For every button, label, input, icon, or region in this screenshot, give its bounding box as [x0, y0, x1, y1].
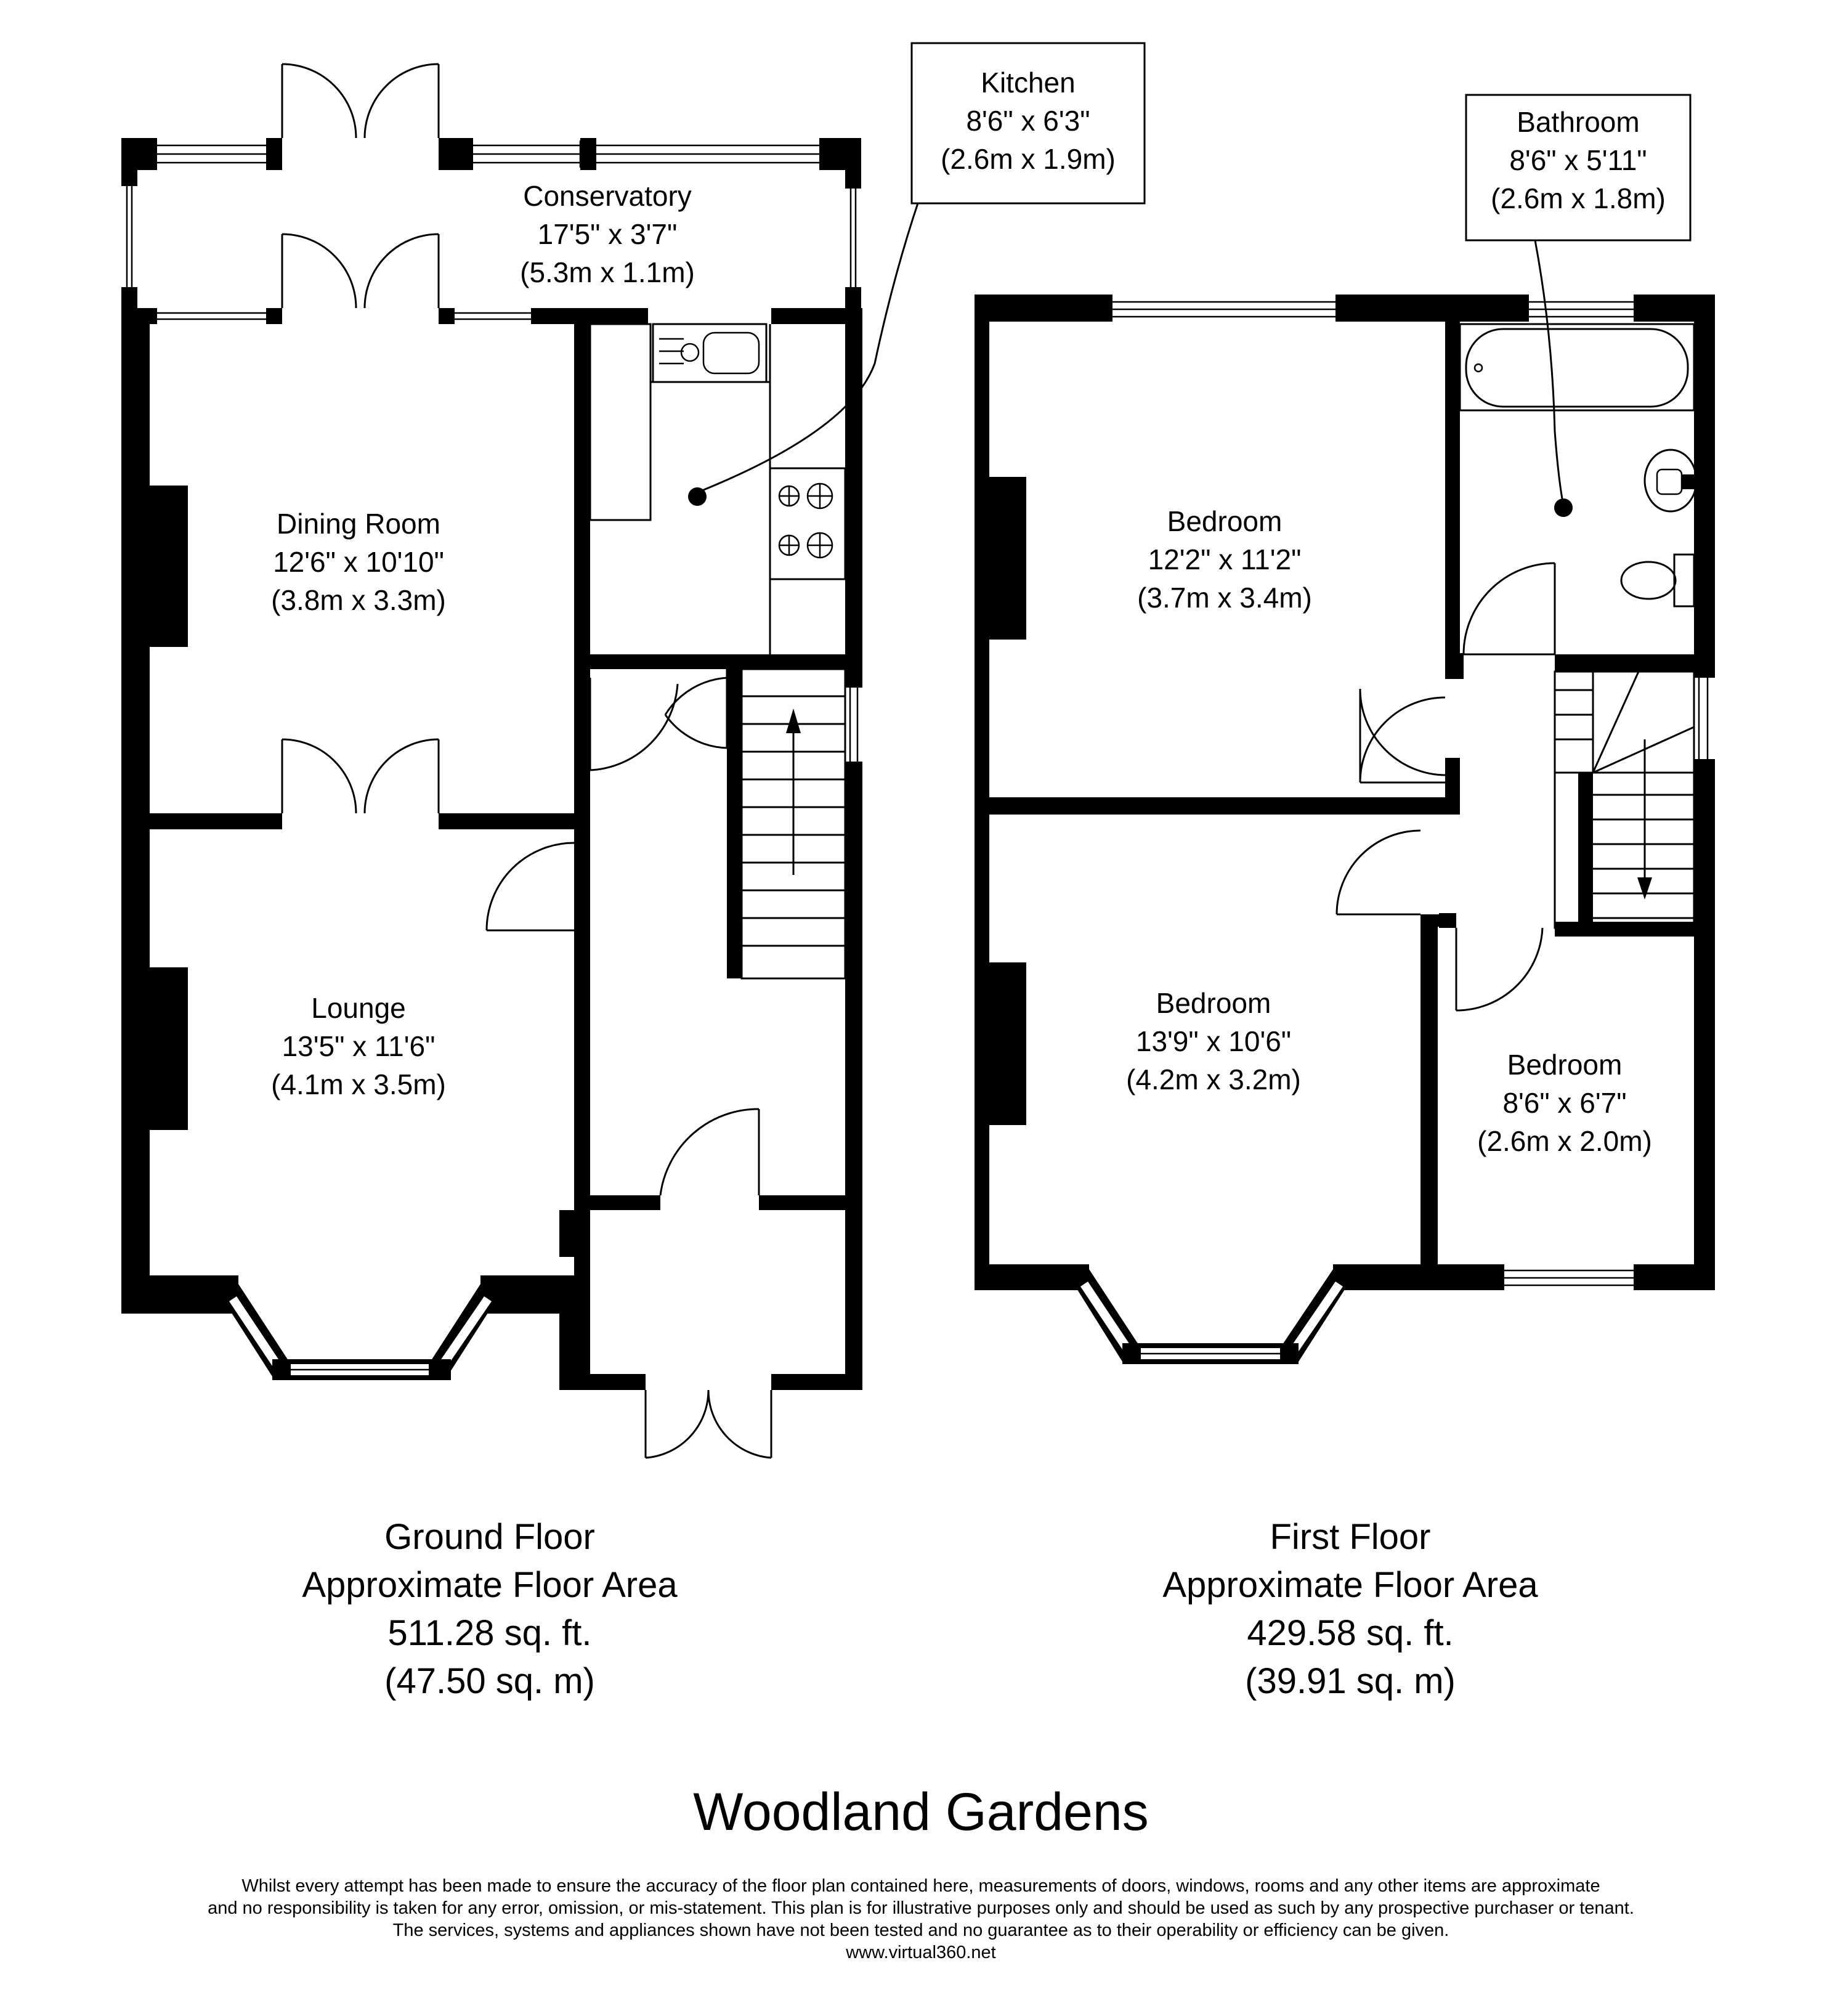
front-bedroom-rear-window	[1112, 302, 1335, 317]
understairs-door	[665, 669, 727, 748]
property-title: Woodland Gardens	[693, 1782, 1149, 1842]
conservatory-left-window	[127, 186, 132, 287]
kitchen-label	[941, 67, 1116, 175]
bedroom-rear-metric: (3.7m x 3.4m)	[1137, 582, 1312, 614]
bedroom-rear-label	[1137, 505, 1312, 614]
kitchen-leader-line	[696, 203, 918, 493]
small-bedroom-window	[1504, 1270, 1634, 1285]
bathroom-imperial: 8'6" x 5'11"	[1509, 144, 1647, 176]
bathroom-basin	[1645, 450, 1696, 511]
lounge-label	[271, 992, 446, 1100]
disclaimer-line-3: The services, systems and appliances shown have not been tested and no guarantee as to their operability or efficiency can be given.	[392, 1920, 1449, 1940]
bathroom-name: Bathroom	[1517, 106, 1640, 138]
ground-floor-area-label: Approximate Floor Area	[302, 1565, 678, 1605]
dining-door	[590, 678, 678, 770]
ground-floor-area-sqm: (47.50 sq. m)	[384, 1661, 595, 1701]
bedroom-small-label	[1477, 1049, 1652, 1157]
kitchen-hob	[770, 468, 845, 579]
ground-floor-area-sqft: 511.28 sq. ft.	[387, 1613, 592, 1653]
bedroom-rear-imperial: 12'2" x 11'2"	[1148, 543, 1302, 575]
website-link[interactable]: www.virtual360.net	[846, 1943, 996, 1962]
dining-room-imperial: 12'6" x 10'10"	[273, 546, 444, 578]
ground-floor-stairs	[727, 669, 845, 978]
bedroom-small-imperial: 8'6" x 6'7"	[1502, 1087, 1627, 1119]
kitchen-metric: (2.6m x 1.9m)	[941, 143, 1116, 175]
bedroom-front-door	[1337, 831, 1420, 914]
conservatory-rear-window-right	[455, 313, 531, 319]
bathroom-label	[1491, 106, 1666, 214]
lounge-french-doors	[282, 739, 439, 813]
conservatory-french-doors	[282, 64, 439, 138]
hall-side-window	[850, 688, 857, 762]
front-door	[646, 1390, 771, 1458]
kitchen-imperial: 8'6" x 6'3"	[966, 105, 1090, 137]
conservatory-right-window	[851, 189, 856, 287]
first-floor-plan	[975, 95, 1715, 1364]
conservatory-rear-window-left	[157, 313, 266, 319]
landing-side-window	[1699, 678, 1708, 759]
lounge-door	[487, 843, 574, 930]
first-floor-name: First Floor	[1270, 1517, 1431, 1557]
conservatory-name: Conservatory	[523, 180, 692, 212]
first-floor-caption	[1162, 1517, 1538, 1701]
bathroom-metric: (2.6m x 1.8m)	[1491, 182, 1666, 214]
first-floor-area-sqm: (39.91 sq. m)	[1245, 1661, 1456, 1701]
conservatory-top-window-right	[473, 140, 819, 168]
bedroom-small-name: Bedroom	[1507, 1049, 1623, 1081]
ground-floor-caption	[302, 1517, 678, 1701]
dining-room-metric: (3.8m x 3.3m)	[271, 584, 446, 616]
bedroom-front-metric: (4.2m x 3.2m)	[1126, 1063, 1301, 1095]
disclaimer-line-2: and no responsibility is taken for any error, omission, or mis-statement. This plan is for illustrative purposes only and should be used as such by any prospective purchaser or tenant.	[208, 1898, 1634, 1918]
lounge-metric: (4.1m x 3.5m)	[271, 1068, 446, 1100]
dining-room-name: Dining Room	[277, 508, 440, 540]
bedroom-front-imperial: 13'9" x 10'6"	[1135, 1025, 1292, 1057]
disclaimer-line-1: Whilst every attempt has been made to ensure the accuracy of the floor plan contained here, measurements of doors, windows, rooms and any other items are approximate	[241, 1876, 1600, 1896]
porch-inner-door	[660, 1109, 759, 1195]
lounge-name: Lounge	[311, 992, 406, 1024]
bathroom-leader-line	[1535, 240, 1563, 505]
conservatory-imperial: 17'5" x 3'7"	[537, 218, 678, 250]
front-bedroom-bay-window	[1073, 1269, 1349, 1364]
first-floor-area-label: Approximate Floor Area	[1162, 1565, 1538, 1605]
conservatory-top-window-left	[157, 145, 266, 163]
lounge-bay-window	[0, 0, 498, 1380]
bedroom-rear-name: Bedroom	[1167, 505, 1283, 537]
bathroom-toilet	[1621, 555, 1694, 606]
disclaimer	[208, 1876, 1634, 1962]
lounge-imperial: 13'5" x 11'6"	[282, 1030, 436, 1062]
kitchen-sink	[653, 324, 766, 382]
bathroom-door	[1464, 563, 1555, 654]
dining-room-french-doors	[282, 234, 439, 308]
conservatory-metric: (5.3m x 1.1m)	[520, 256, 695, 288]
conservatory-label	[520, 180, 695, 288]
kitchen-name: Kitchen	[981, 67, 1076, 99]
bedroom-front-name: Bedroom	[1156, 987, 1271, 1019]
bedroom-small-door	[1456, 928, 1542, 1010]
bedroom-front-label	[1126, 987, 1301, 1095]
first-floor-stairs	[1555, 672, 1694, 928]
bedroom-small-metric: (2.6m x 2.0m)	[1477, 1125, 1652, 1157]
bathroom-bath	[1460, 324, 1694, 410]
ground-floor-name: Ground Floor	[384, 1517, 595, 1557]
bedroom-rear-door	[1360, 689, 1445, 782]
dining-room-label	[271, 508, 446, 616]
first-floor-area-sqft: 429.58 sq. ft.	[1247, 1613, 1454, 1653]
